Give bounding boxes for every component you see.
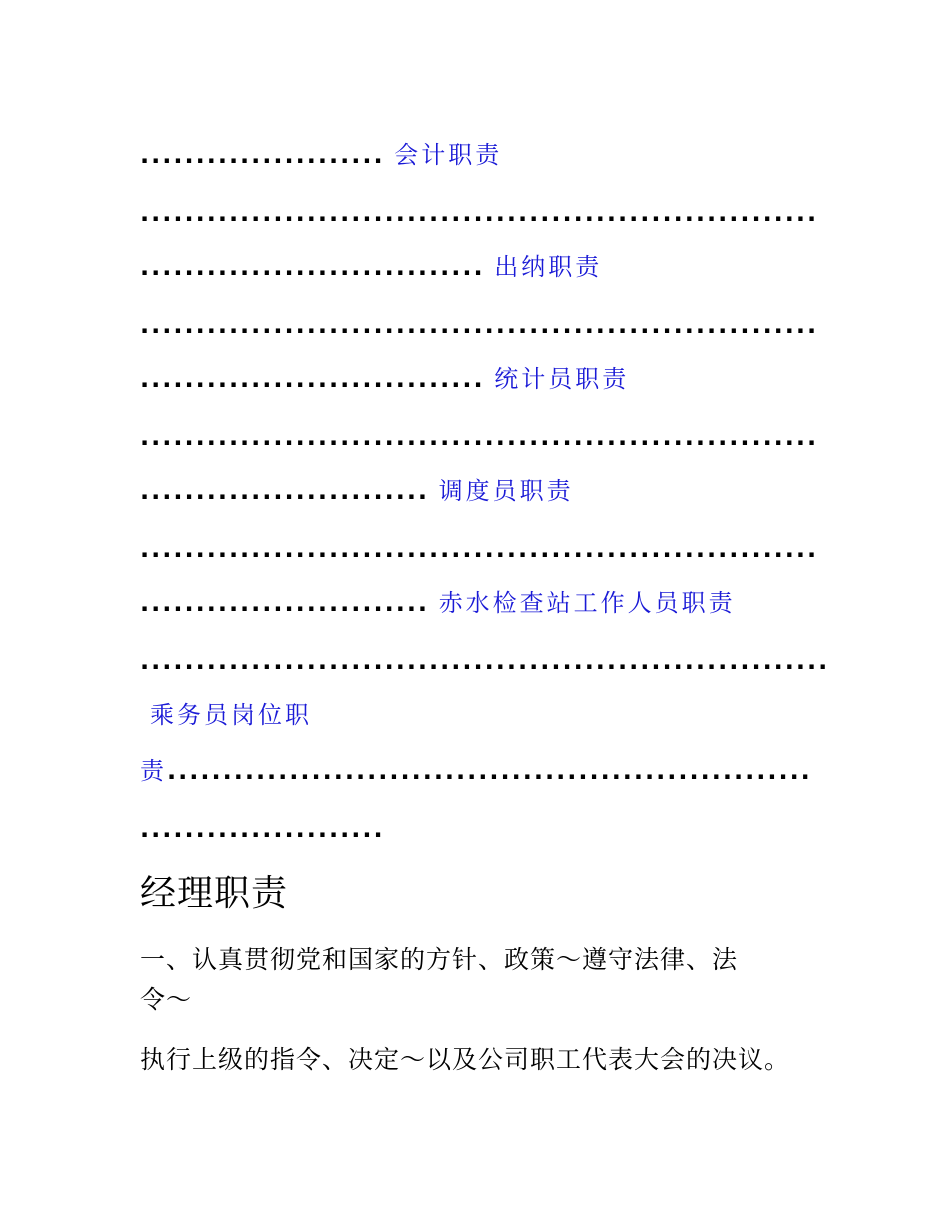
toc-line-kuaiji	[140, 140, 502, 170]
toc-link-chengwu-cont[interactable]: 责	[140, 757, 167, 785]
paragraph-line: 令～	[140, 985, 193, 1014]
toc-leader-line	[140, 534, 818, 564]
toc-line-chishui	[140, 588, 736, 618]
toc-leader-dots: ..........................................................	[167, 757, 812, 785]
toc-leader-line	[140, 422, 818, 452]
toc-leader-dots: .............................................................	[140, 535, 819, 563]
toc-line-chengwu-cont	[140, 756, 812, 786]
toc-leader-dots: ......................	[140, 141, 385, 169]
toc-leader-line	[140, 814, 385, 844]
toc-leader-line	[140, 310, 818, 340]
toc-line-diaodu	[140, 476, 574, 506]
toc-leader-dots: ..............................................................	[140, 647, 830, 675]
toc-line-tongji	[140, 364, 629, 394]
paragraph-line: 一、认真贯彻党和国家的方针、政策～遵守法律、法	[140, 945, 739, 974]
toc-line-chengwu	[150, 700, 312, 730]
toc-link-chishui[interactable]: 赤水检查站工作人员职责	[438, 589, 736, 617]
toc-link-chengwu[interactable]: 乘务员岗位职	[150, 701, 312, 729]
toc-leader-line	[140, 646, 829, 676]
toc-leader-dots: .............................................................	[140, 423, 819, 451]
toc-leader-dots: ..........................	[140, 477, 430, 505]
paragraph-line: 执行上级的指令、决定～以及公司职工代表大会的决议。	[140, 1045, 791, 1074]
toc-leader-dots: .............................................................	[140, 311, 819, 339]
toc-leader-dots: ...............................	[140, 365, 485, 393]
toc-link-kuaiji[interactable]: 会计职责	[394, 141, 503, 169]
section-title: 经理职责	[140, 873, 289, 914]
toc-link-tongji[interactable]: 统计员职责	[494, 365, 630, 393]
toc-leader-dots: ..........................	[140, 589, 430, 617]
toc-line-chuna	[140, 252, 602, 282]
toc-leader-line	[140, 198, 818, 228]
toc-leader-dots: ......................	[140, 815, 385, 843]
toc-leader-dots: ...............................	[140, 253, 485, 281]
toc-link-diaodu[interactable]: 调度员职责	[438, 477, 574, 505]
toc-leader-dots: .............................................................	[140, 199, 819, 227]
toc-link-chuna[interactable]: 出纳职责	[494, 253, 603, 281]
